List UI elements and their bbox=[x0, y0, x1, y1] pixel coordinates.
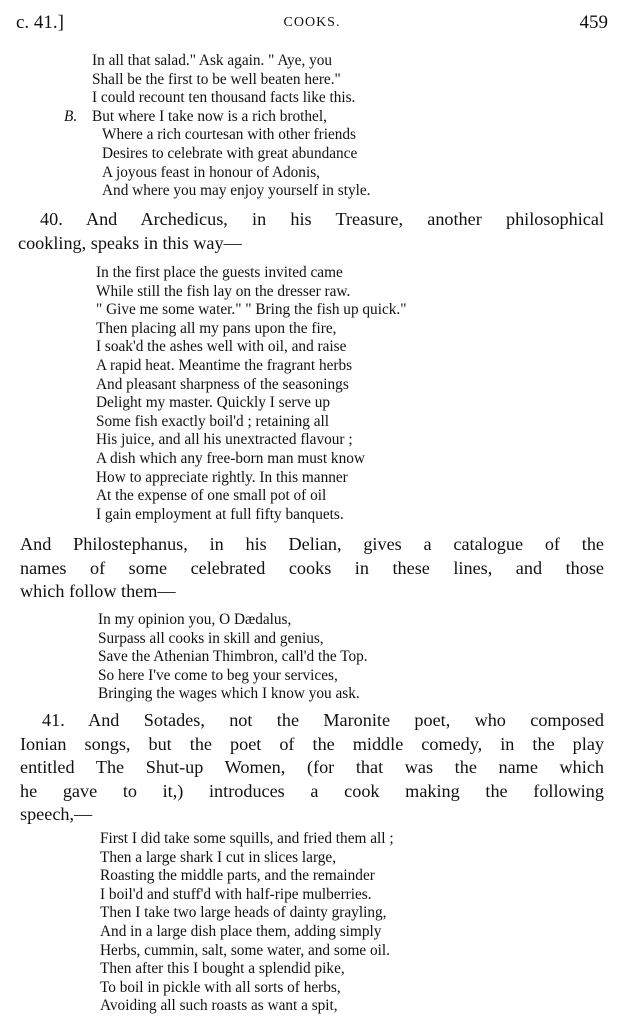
verse-line: How to appreciate rightly. In this manner bbox=[96, 468, 348, 486]
verse-line: I soak'd the ashes well with oil, and raise bbox=[96, 338, 347, 356]
verse-line: And pleasant sharpness of the seasonings bbox=[96, 375, 349, 393]
verse-line: Save the Athenian Thimbron, call'd the Top. bbox=[98, 648, 368, 666]
verse-line: Then after this I bought a splendid pike, bbox=[100, 960, 345, 978]
paragraph-41 bbox=[20, 709, 604, 827]
paragraph-40 bbox=[18, 208, 604, 255]
prose-line: which follow them— bbox=[20, 581, 176, 601]
verse-line: In the first place the guests invited came bbox=[96, 264, 343, 281]
verse-line: Surpass all cooks in skill and genius, bbox=[98, 629, 324, 647]
verse-line: " Give me some water." " Bring the fish up quick." bbox=[96, 301, 407, 319]
verse-line-text: But where I take now is a rich brothel, bbox=[92, 107, 327, 125]
page-number: 459 bbox=[579, 12, 608, 33]
verse-line: Then I take two large heads of dainty grayling, bbox=[100, 904, 387, 922]
verse-line: At the expense of one small pot of oil bbox=[96, 487, 327, 505]
verse-line: So here I've come to beg your services, bbox=[98, 666, 338, 684]
verse-block-3 bbox=[98, 611, 368, 704]
prose-line: he gave to it,) introduces a cook making the following bbox=[20, 780, 604, 801]
verse-line: A joyous feast in honour of Adonis, bbox=[102, 163, 320, 181]
verse-block-2 bbox=[96, 264, 406, 524]
verse-line: Shall be the first to be well beaten here." bbox=[92, 70, 341, 88]
verse-line: Delight my master. Quickly I serve up bbox=[96, 394, 331, 412]
prose-line: speech,— bbox=[20, 804, 93, 824]
verse-line: Avoiding all such roasts as want a spit, bbox=[100, 997, 338, 1015]
verse-line: A rapid heat. Meantime the fragrant herbs bbox=[96, 356, 353, 374]
verse-line: Then placing all my pans upon the fire, bbox=[96, 319, 337, 337]
verse-line: Then a large shark I cut in slices large, bbox=[100, 848, 337, 866]
verse-block-4 bbox=[100, 830, 394, 1016]
verse-line bbox=[64, 107, 371, 127]
verse-line: In all that salad." Ask again. " Aye, you bbox=[92, 52, 333, 69]
speaker-label: B. bbox=[64, 107, 78, 125]
verse-line: I gain employment at full fifty banquets. bbox=[96, 505, 344, 523]
prose-line: Ionian songs, but the poet of the middle comedy, in the play bbox=[20, 733, 604, 754]
verse-line: A dish which any free-born man must know bbox=[96, 449, 365, 467]
verse-line: Bringing the wages which I know you ask. bbox=[98, 685, 360, 703]
chapter-reference: c. 41.] bbox=[16, 12, 65, 33]
prose-line: names of some celebrated cooks in these lines, and those bbox=[20, 557, 604, 578]
verse-line: First I did take some squills, and fried them all ; bbox=[100, 830, 394, 847]
verse-line: To boil in pickle with all sorts of herbs, bbox=[100, 978, 341, 996]
prose-line: 40. And Archedicus, in his Treasure, another philosophical bbox=[40, 209, 604, 229]
verse-line: Herbs, cummin, salt, some water, and some oil. bbox=[100, 941, 390, 959]
verse-line: In my opinion you, O Dædalus, bbox=[98, 611, 292, 628]
paragraph-philostephanus bbox=[20, 533, 604, 604]
verse-line: And in a large dish place them, adding simply bbox=[100, 922, 382, 940]
verse-line: I boil'd and stuff'd with half-ripe mulberries. bbox=[100, 885, 372, 903]
prose-line: 41. And Sotades, not the Maronite poet, who composed bbox=[42, 710, 604, 730]
running-header bbox=[16, 12, 608, 36]
verse-line: His juice, and all his unextracted flavour ; bbox=[96, 431, 353, 449]
prose-line: entitled The Shut-up Women, (for that was the name which bbox=[20, 757, 604, 777]
verse-block-1 bbox=[64, 52, 371, 201]
prose-line: cookling, speaks in this way— bbox=[18, 232, 242, 253]
verse-line: While still the fish lay on the dresser raw. bbox=[96, 282, 351, 300]
verse-line: Where a rich courtesan with other friends bbox=[102, 126, 356, 144]
verse-line: I could recount ten thousand facts like this. bbox=[92, 89, 356, 107]
verse-line: Desires to celebrate with great abundance bbox=[102, 144, 358, 162]
verse-line: And where you may enjoy yourself in style. bbox=[102, 182, 371, 200]
verse-line: Roasting the middle parts, and the remainder bbox=[100, 867, 375, 885]
running-title: COOKS. bbox=[283, 15, 341, 30]
prose-line: And Philostephanus, in his Delian, gives a catalogue of the bbox=[20, 534, 604, 554]
verse-line: Some fish exactly boil'd ; retaining all bbox=[96, 412, 330, 430]
